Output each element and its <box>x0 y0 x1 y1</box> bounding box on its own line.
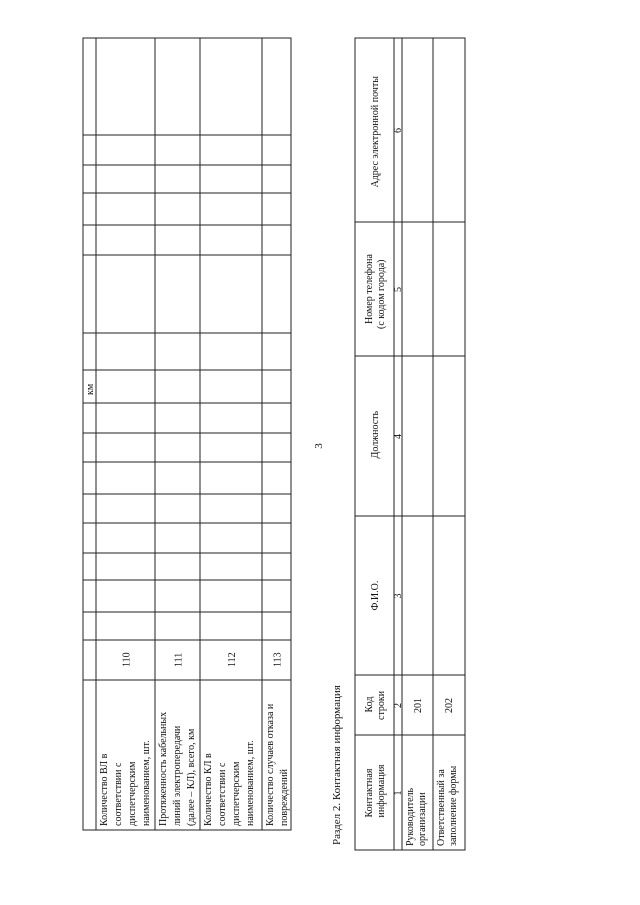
column-header: информация <box>376 764 387 818</box>
row-label-line: наименованием, шт. <box>245 740 256 826</box>
row-label-line: диспетчерским <box>127 761 138 826</box>
column-number: 5 <box>393 287 404 292</box>
row-label-line: наименованием, шт. <box>141 740 152 826</box>
row-label-line: соответствии с <box>217 762 228 826</box>
section-title: Раздел 2. Контактная информация <box>331 685 343 845</box>
row-label-line: повреждений <box>279 768 290 826</box>
contact-row-label: Ответственный за <box>436 769 447 846</box>
row-label-line: соответствии с <box>113 762 124 826</box>
column-header: строки <box>376 690 387 720</box>
column-number: 6 <box>393 128 404 133</box>
row-label-line: линий электропередачи <box>172 725 183 826</box>
column-number: 2 <box>393 703 404 708</box>
contact-row-code: 202 <box>444 698 455 713</box>
row-label-line: диспетчерским <box>231 761 242 826</box>
row-code: 110 <box>121 652 133 667</box>
contact-row-label: организации <box>417 792 428 846</box>
row-label-line: Протяженность кабельных <box>158 711 169 826</box>
column-header: Адрес электронной почты <box>370 76 381 188</box>
column-number: 1 <box>393 790 404 796</box>
column-header: Контактная <box>364 768 375 818</box>
column-header: Номер телефона <box>364 254 375 324</box>
row-code: 113 <box>272 652 284 667</box>
row-label-line: (далее – КЛ), всего, км <box>186 728 197 826</box>
contact-row-code: 201 <box>413 698 424 713</box>
row-label-line: Количество случаев отказа и <box>265 703 276 826</box>
page-number: 3 <box>312 443 325 449</box>
column-number: 3 <box>393 593 404 599</box>
row-label-line: Количество ВЛ в <box>99 753 110 826</box>
column-header: Код <box>364 696 375 713</box>
row-code: 112 <box>227 652 238 667</box>
contact-row-label: Руководитель <box>405 787 416 846</box>
row-code: 111 <box>173 652 185 667</box>
units-label: км <box>85 383 96 395</box>
column-header: (с кодом города) <box>376 259 387 329</box>
column-header: Должность <box>370 410 381 459</box>
contact-row-label: заполнение формы <box>448 765 459 846</box>
column-number: 4 <box>393 434 404 439</box>
column-header: Ф.И.О. <box>370 580 381 611</box>
row-label-line: Количество КЛ в <box>203 753 214 826</box>
table-1 <box>83 38 291 830</box>
